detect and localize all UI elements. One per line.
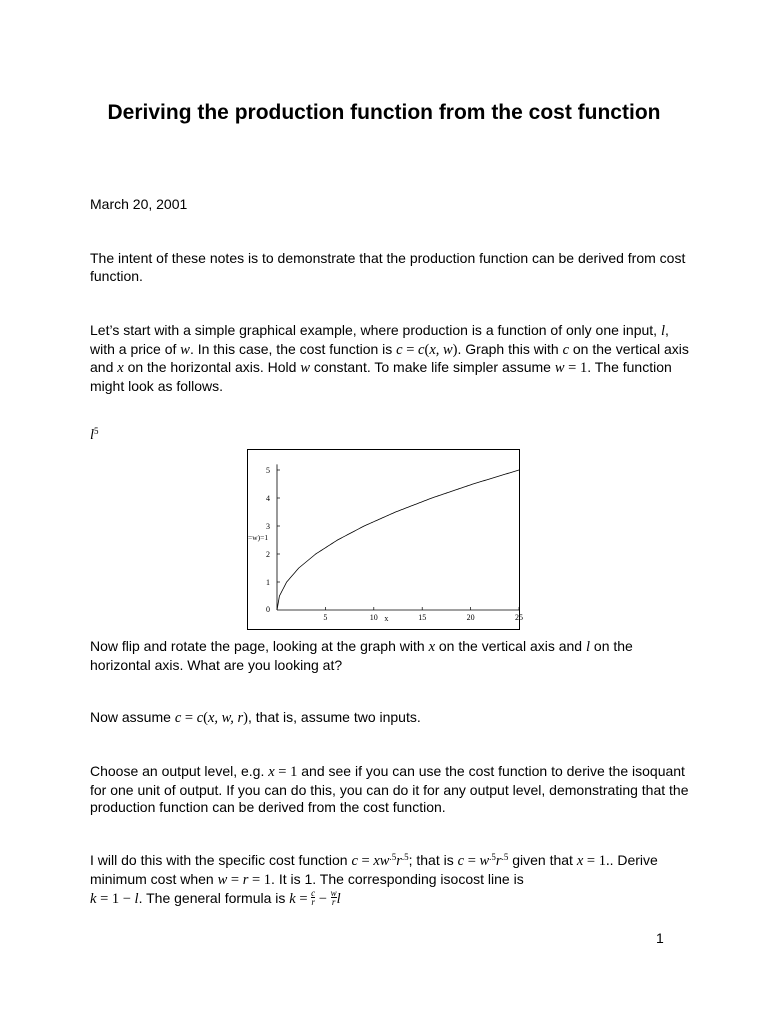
- text-run: Choose an output level, e.g.: [90, 763, 269, 779]
- y-tick-label: 3: [266, 522, 270, 531]
- paragraph-two-inputs: [90, 709, 690, 728]
- x-tick-label: 5: [323, 613, 328, 622]
- text-run: . Graph this with: [457, 340, 563, 357]
- text-run: ; that is: [408, 852, 458, 868]
- text-run: on the vertical axis and: [90, 340, 689, 376]
- y-tick-label: 0: [266, 605, 270, 614]
- paragraph-graphical-example: [90, 322, 690, 395]
- text-run: . Derive minimum cost when: [90, 852, 658, 887]
- y-tick-label: 1: [266, 578, 270, 587]
- series-line: [277, 470, 519, 610]
- text-run: Now assume: [90, 709, 175, 725]
- x-tick-label: 25: [515, 613, 523, 622]
- y-tick-label: 4: [266, 494, 270, 503]
- page-number: 1: [656, 930, 664, 946]
- math-x-equals-1: x = 1.: [576, 853, 610, 869]
- document-date: March 20, 2001: [90, 196, 188, 212]
- intro-paragraph: The intent of these notes is to demonstrate that the production function can be derived from cost function.: [90, 250, 686, 284]
- graph-caption-l: l: [90, 427, 95, 443]
- y-axis-label: =w)=1: [248, 533, 269, 543]
- chart-svg: [248, 450, 523, 629]
- graph-caption-exponent: 5: [94, 426, 99, 436]
- x-tick-label: 15: [418, 613, 427, 622]
- math-x: x: [428, 639, 435, 655]
- text-run: and see if you can use the cost function to derive the isoquant for one unit of output. If you can do this, you can do it for any output level, demonstrating that the production function can be derived from the cost function.: [90, 763, 689, 816]
- text-run: I will do this with the specific cost function: [90, 852, 352, 868]
- y-tick-label: 2: [266, 550, 270, 559]
- paragraph-specific-cost-function: [90, 852, 690, 909]
- text-run: on the horizontal axis. Hold: [123, 359, 301, 376]
- math-cost-function-two-inputs: c = c(x, w, r): [174, 710, 248, 726]
- math-x-equals-1: x = 1: [268, 764, 298, 780]
- cost-function-chart: [247, 449, 523, 630]
- graph-caption: [90, 426, 99, 444]
- x-tick-label: 10: [369, 613, 378, 622]
- document-title: Deriving the production function from the cost function: [107, 101, 661, 124]
- math-cost-given: $c = w^{.5}r^{.5}$: [457, 852, 509, 869]
- math-w: w: [180, 341, 190, 358]
- text-run: , with a price of: [90, 322, 669, 357]
- math-w: w: [300, 360, 311, 377]
- text-run: constant. To make life simpler assume: [310, 359, 555, 376]
- paragraph-output-level: [90, 763, 690, 817]
- text-run: . The function might look as follows.: [90, 359, 672, 394]
- math-specific-cost: $c = xw^{.5}r^{.5}$: [351, 852, 409, 869]
- math-c: c: [562, 341, 569, 358]
- math-x: x: [117, 360, 124, 377]
- text-run: . In this case, the cost function is: [189, 340, 397, 357]
- x-axis-label: x: [384, 614, 389, 623]
- math-isocost-line: k = 1 − l: [90, 891, 139, 908]
- math-w-r-equal-1: w = r = 1: [217, 871, 272, 888]
- text-run: . It is 1. The corresponding isocost line is: [271, 870, 524, 887]
- y-tick-label: 5: [266, 466, 270, 475]
- math-l: l: [585, 639, 591, 655]
- text-run: . The general formula is: [138, 890, 290, 907]
- math-w-equals-1: w = 1: [554, 360, 588, 377]
- math-general-formula: k = $\frac{c}{r}$ − $\frac{w}{r}$ l: [289, 888, 341, 908]
- text-run: on the vertical axis and: [435, 638, 586, 654]
- text-run: given that: [508, 852, 577, 868]
- paragraph-flip-rotate: [90, 638, 690, 674]
- math-l: l: [660, 323, 665, 339]
- text-run: Let’s start with a simple graphical example, where production is a function of only one input,: [90, 322, 661, 338]
- text-run: on the horizontal axis. What are you looking at?: [90, 638, 633, 673]
- math-cost-function: c = c(x, w): [396, 341, 458, 358]
- text-run: Now flip and rotate the page, looking at the graph with: [90, 638, 429, 654]
- text-run: , that is, assume two inputs.: [248, 709, 421, 725]
- x-tick-label: 20: [466, 613, 475, 622]
